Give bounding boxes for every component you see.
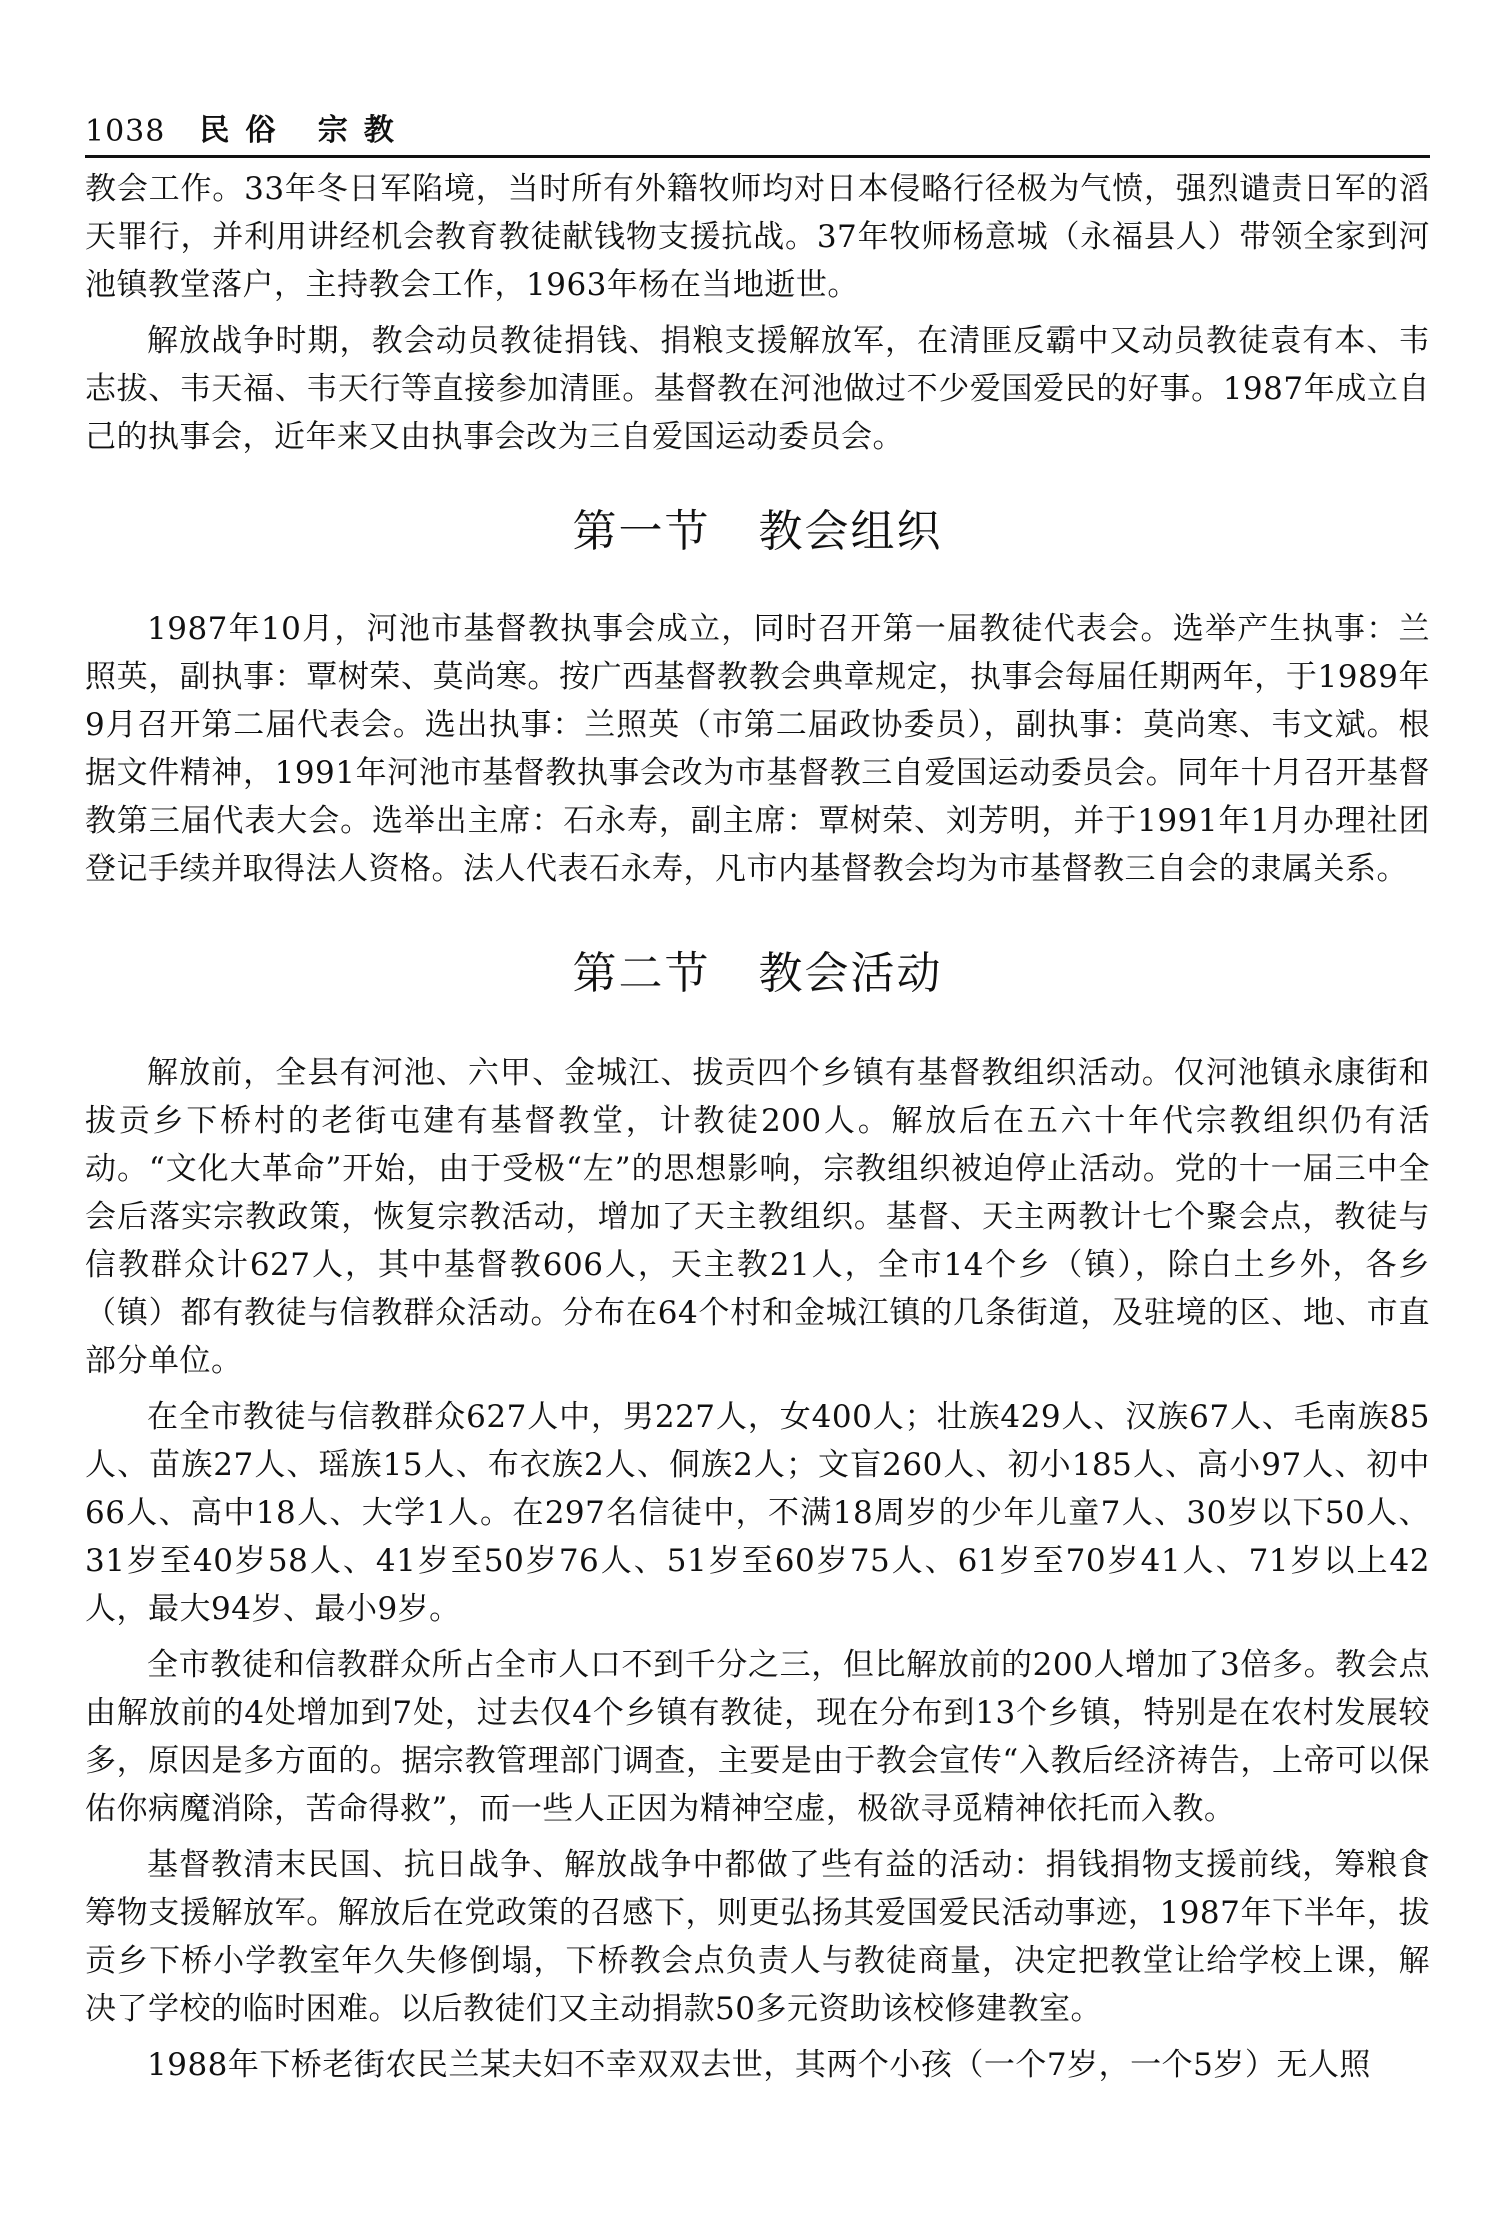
section-2-paragraph-3: 全市教徒和信教群众所占全市人口不到千分之三，但比解放前的200人增加了3倍多。教会点由解放前的4处增加到7处，过去仅4个乡镇有教徒，现在分布到13个乡镇，特别是在农村发展较多，原因是多方面的。据宗教管理部门调查，主要是由于教会宣传“入教后经济祷告，上帝可以保佑你病魔消除，苦命得救”，而一些人正因为精神空虚，极欲寻觅精神依托而入教。 [85,1647,1430,1827]
page-number: 1038 [85,114,166,149]
section-1-title: 教会组织 [758,506,943,557]
running-section-title: 民俗 宗教 [199,113,410,148]
running-header [85,108,1430,158]
section-1-heading [85,495,1430,559]
section-2-paragraph-5: 1988年下桥老街农民兰某夫妇不幸双双去世，其两个小孩（一个7岁，一个5岁）无人照 [147,2047,1371,2083]
page-body [85,165,1430,2089]
section-2-number: 第二节 [572,948,711,999]
section-2-paragraph-4: 基督教清末民国、抗日战争、解放战争中都做了些有益的活动：捐钱捐物支援前线，筹粮食筹物支援解放军。解放后在党政策的召感下，则更弘扬其爱国爱民活动事迹，1987年下半年，拔贡乡下桥小学教室年久失修倒塌，下桥教会点负责人与教徒商量，决定把教堂让给学校上课，解决了学校的临时困难。以后教徒们又主动捐款50多元资助该校修建教室。 [85,1847,1430,2027]
section-2-title: 教会活动 [758,948,943,999]
intro-paragraph-2: 解放战争时期，教会动员教徒捐钱、捐粮支援解放军，在清匪反霸中又动员教徒袁有本、韦志拔、韦天福、韦天行等直接参加清匪。基督教在河池做过不少爱国爱民的好事。1987年成立自己的执事会，近年来又由执事会改为三自爱国运动委员会。 [85,323,1430,455]
section-2-heading [85,937,1430,1001]
section-1-paragraph-1: 1987年10月，河池市基督教执事会成立，同时召开第一届教徒代表会。选举产生执事：兰照英，副执事：覃树荣、莫尚寒。按广西基督教教会典章规定，执事会每届任期两年，于1989年9月召开第二届代表会。选出执事：兰照英（市第二届政协委员），副执事：莫尚寒、韦文斌。根据文件精神，1991年河池市基督教执事会改为市基督教三自爱国运动委员会。同年十月召开基督教第三届代表大会。选举出主席：石永寿，副主席：覃树荣、刘芳明，并于1991年1月办理社团登记手续并取得法人资格。法人代表石永寿，凡市内基督教会均为市基督教三自会的隶属关系。 [85,611,1430,887]
section-2-paragraph-2: 在全市教徒与信教群众627人中，男227人，女400人；壮族429人、汉族67人、毛南族85人、苗族27人、瑶族15人、布衣族2人、侗族2人；文盲260人、初小185人、高小97人、初中66人、高中18人、大学1人。在297名信徒中，不满18周岁的少年儿童7人、30岁以下50人、31岁至40岁58人、41岁至50岁76人、51岁至60岁75人、61岁至70岁41人、71岁以上42人，最大94岁、最小9岁。 [85,1399,1431,1627]
section-1-number: 第一节 [572,506,711,557]
intro-paragraph-1: 教会工作。33年冬日军陷境，当时所有外籍牧师均对日本侵略行径极为气愤，强烈谴责日军的滔天罪行，并利用讲经机会教育教徒献钱物支援抗战。37年牧师杨意城（永福县人）带领全家到河池镇教堂落户，主持教会工作，1963年杨在当地逝世。 [85,171,1430,303]
section-2-paragraph-1: 解放前，全县有河池、六甲、金城江、拔贡四个乡镇有基督教组织活动。仅河池镇永康街和拔贡乡下桥村的老街屯建有基督教堂，计教徒200人。解放后在五六十年代宗教组织仍有活动。“文化大革命”开始，由于受极“左”的思想影响，宗教组织被迫停止活动。党的十一届三中全会后落实宗教政策，恢复宗教活动，增加了天主教组织。基督、天主两教计七个聚会点，教徒与信教群众计627人，其中基督教606人，天主教21人，全市14个乡（镇），除白土乡外，各乡（镇）都有教徒与信教群众活动。分布在64个村和金城江镇的几条街道，及驻境的区、地、市直部分单位。 [85,1055,1430,1379]
